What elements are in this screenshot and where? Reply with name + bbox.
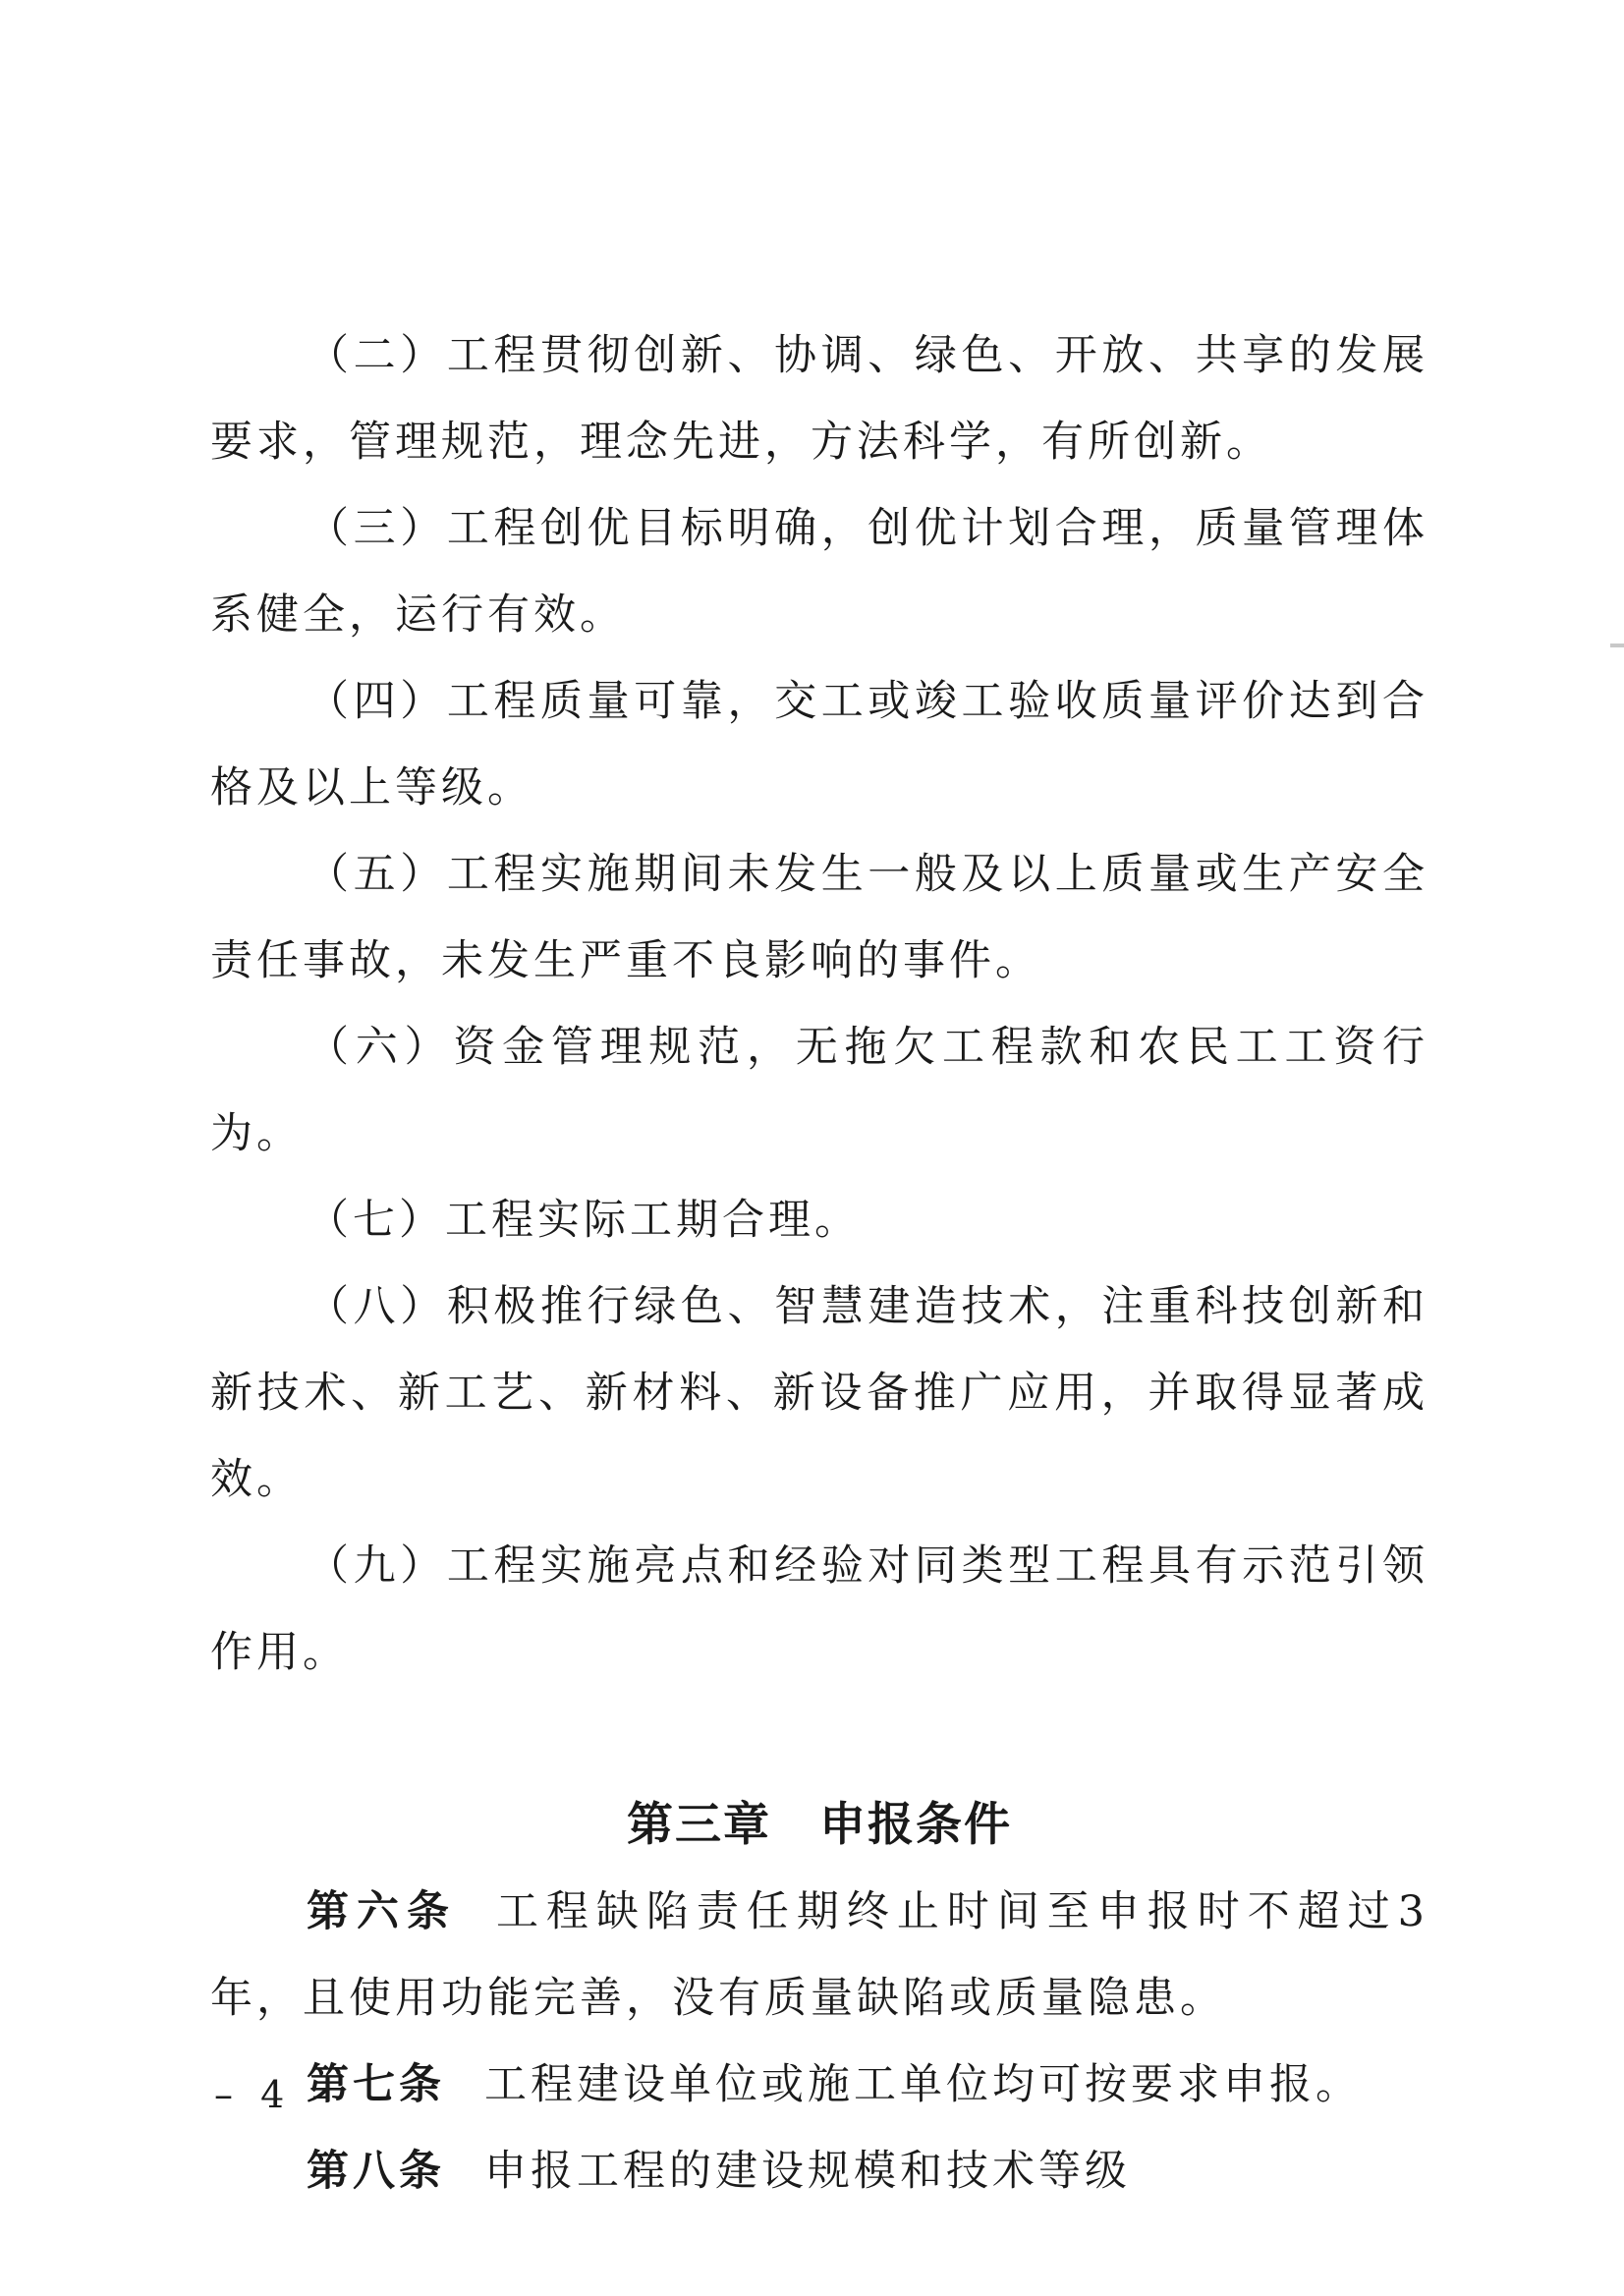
paragraph-item-6: （六）资金管理规范，无拖欠工程款和农民工工资行为。 xyxy=(210,1023,1428,1158)
article-6 xyxy=(210,1869,1428,2042)
paragraph-item-2: （二）工程贯彻创新、协调、绿色、开放、共享的发展要求，管理规范，理念先进，方法科学，有所创新。 xyxy=(210,331,1428,467)
article-6-text: 工程缺陷责任期终止时间至申报时不超过3年，且使用功能完善，没有质量缺陷或质量隐患。 xyxy=(210,1887,1429,2023)
article-8 xyxy=(210,2128,1428,2214)
scan-artifact-mark xyxy=(1610,644,1624,647)
article-7 xyxy=(210,2042,1428,2128)
paragraph-item-8: （八）积极推行绿色、智慧建造技术，注重科技创新和新技术、新工艺、新材料、新设备推广应用，并取得显著成效。 xyxy=(210,1282,1428,1504)
paragraph-item-3: （三）工程创优目标明确，创优计划合理，质量管理体系健全，运行有效。 xyxy=(210,504,1428,640)
paragraph-item-7: （七）工程实际工期合理。 xyxy=(307,1196,861,1245)
article-8-label: 第八条 xyxy=(307,2147,445,2196)
article-7-label: 第七条 xyxy=(307,2060,445,2109)
paragraph-item-9: （九）工程实施亮点和经验对同类型工程具有示范引领作用。 xyxy=(210,1541,1428,1677)
article-8-text: 申报工程的建设规模和技术等级 xyxy=(484,2147,1131,2196)
page-number: – 4 – xyxy=(214,2073,339,2116)
article-7-text: 工程建设单位或施工单位均可按要求申报。 xyxy=(484,2060,1362,2109)
paragraph-item-4: （四）工程质量可靠，交工或竣工验收质量评价达到合格及以上等级。 xyxy=(210,677,1428,812)
article-6-label: 第六条 xyxy=(307,1887,457,1936)
page-content xyxy=(210,312,1428,2214)
chapter-title: 第三章 申报条件 xyxy=(627,1798,1012,1852)
section-spacer xyxy=(210,1696,1428,1782)
paragraph-item-5: （五）工程实施期间未发生一般及以上质量或生产安全责任事故，未发生严重不良影响的事件。 xyxy=(210,850,1428,985)
